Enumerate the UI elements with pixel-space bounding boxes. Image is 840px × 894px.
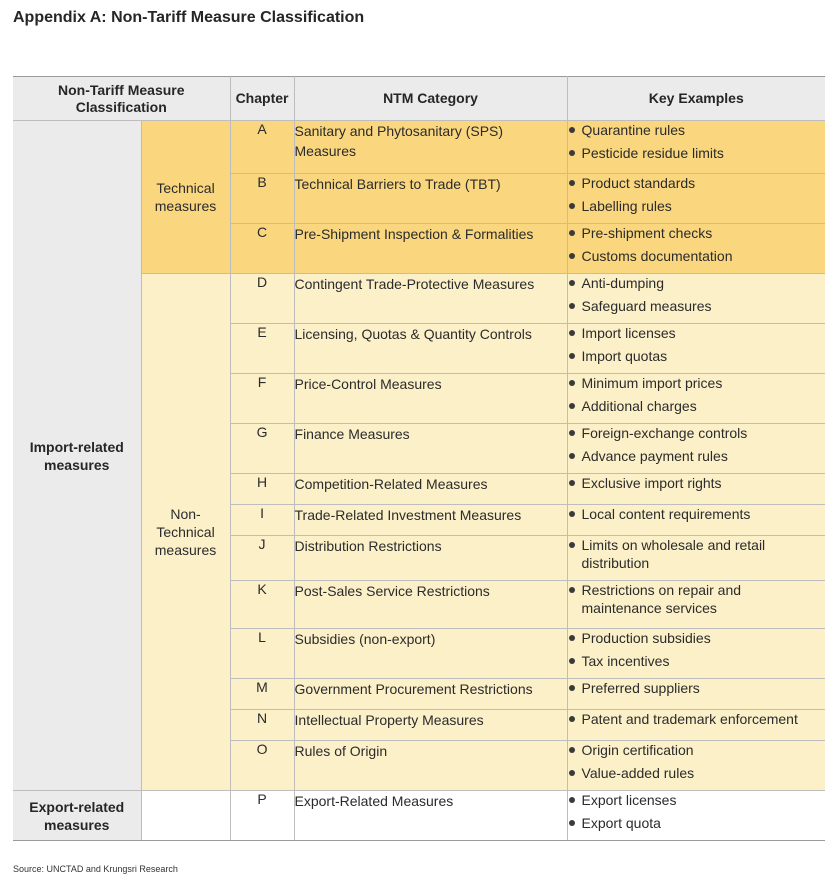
- category-cell: Intellectual Property Measures: [294, 710, 567, 741]
- chapter-cell: L: [230, 629, 294, 679]
- example-item: Labelling rules: [568, 197, 826, 215]
- table-row: [13, 791, 825, 841]
- chapter-cell: A: [230, 121, 294, 174]
- examples-list: [568, 424, 826, 465]
- examples-cell: [567, 536, 825, 581]
- examples-cell: [567, 374, 825, 424]
- examples-cell: [567, 741, 825, 791]
- example-item: Pesticide residue limits: [568, 144, 826, 162]
- category-cell: Sanitary and Phytosanitary (SPS) Measures: [294, 121, 567, 174]
- chapter-cell: C: [230, 224, 294, 274]
- example-item: Origin certification: [568, 741, 826, 759]
- example-item: Minimum import prices: [568, 374, 826, 392]
- chapter-cell: K: [230, 581, 294, 629]
- examples-list: [568, 536, 826, 572]
- category-cell: Competition-Related Measures: [294, 474, 567, 505]
- chapter-cell: F: [230, 374, 294, 424]
- category-cell: Contingent Trade-Protective Measures: [294, 274, 567, 324]
- table-row: [13, 121, 825, 174]
- chapter-cell: O: [230, 741, 294, 791]
- example-item: Safeguard measures: [568, 297, 826, 315]
- examples-list: [568, 629, 826, 670]
- examples-list: [568, 679, 826, 697]
- example-item: Anti-dumping: [568, 274, 826, 292]
- examples-cell: [567, 679, 825, 710]
- examples-list: [568, 374, 826, 415]
- chapter-cell: I: [230, 505, 294, 536]
- chapter-cell: M: [230, 679, 294, 710]
- examples-list: [568, 741, 826, 782]
- examples-list: [568, 121, 826, 162]
- examples-list: [568, 224, 826, 265]
- group-export-related: Export-related measures: [13, 791, 141, 841]
- chapter-cell: H: [230, 474, 294, 505]
- header-chapter: Chapter: [230, 77, 294, 121]
- category-cell: Finance Measures: [294, 424, 567, 474]
- examples-list: [568, 791, 826, 832]
- example-item: Import quotas: [568, 347, 826, 365]
- examples-cell: [567, 424, 825, 474]
- category-cell: Post-Sales Service Restrictions: [294, 581, 567, 629]
- examples-cell: [567, 710, 825, 741]
- category-cell: Trade-Related Investment Measures: [294, 505, 567, 536]
- example-item: Pre-shipment checks: [568, 224, 826, 242]
- examples-cell: [567, 791, 825, 841]
- example-item: Value-added rules: [568, 764, 826, 782]
- example-item: Quarantine rules: [568, 121, 826, 139]
- example-item: Advance payment rules: [568, 447, 826, 465]
- examples-cell: [567, 629, 825, 679]
- example-item: Export quota: [568, 814, 826, 832]
- chapter-cell: N: [230, 710, 294, 741]
- examples-list: [568, 710, 826, 728]
- example-item: Foreign-exchange controls: [568, 424, 826, 442]
- chapter-cell: P: [230, 791, 294, 841]
- header-classification: Non-Tariff Measure Classification: [13, 77, 230, 121]
- chapter-cell: E: [230, 324, 294, 374]
- group-import-related: Import-related measures: [13, 121, 141, 791]
- header-category: NTM Category: [294, 77, 567, 121]
- category-cell: Subsidies (non-export): [294, 629, 567, 679]
- subgroup-technical: Technical measures: [141, 121, 230, 274]
- example-item: Import licenses: [568, 324, 826, 342]
- category-cell: Price-Control Measures: [294, 374, 567, 424]
- example-item: Exclusive import rights: [568, 474, 826, 492]
- example-item: Product standards: [568, 174, 826, 192]
- chapter-cell: B: [230, 174, 294, 224]
- examples-cell: [567, 174, 825, 224]
- category-cell: Technical Barriers to Trade (TBT): [294, 174, 567, 224]
- examples-list: [568, 174, 826, 215]
- examples-cell: [567, 505, 825, 536]
- category-cell: Rules of Origin: [294, 741, 567, 791]
- category-cell: Licensing, Quotas & Quantity Controls: [294, 324, 567, 374]
- page-title: Appendix A: Non-Tariff Measure Classification: [13, 9, 365, 26]
- category-cell: Export-Related Measures: [294, 791, 567, 841]
- ntm-classification-table: [13, 76, 825, 841]
- example-item: Customs documentation: [568, 247, 826, 265]
- examples-cell: [567, 274, 825, 324]
- chapter-cell: D: [230, 274, 294, 324]
- examples-cell: [567, 121, 825, 174]
- example-item: Restrictions on repair and maintenance services: [568, 581, 826, 617]
- chapter-cell: G: [230, 424, 294, 474]
- source-note: Source: UNCTAD and Krungsri Research: [13, 864, 178, 874]
- category-cell: Distribution Restrictions: [294, 536, 567, 581]
- example-item: Patent and trademark enforcement: [568, 710, 826, 728]
- examples-list: [568, 581, 826, 617]
- examples-list: [568, 324, 826, 365]
- example-item: Preferred suppliers: [568, 679, 826, 697]
- subgroup-non-technical: Non-Technical measures: [141, 274, 230, 791]
- example-item: Limits on wholesale and retail distribution: [568, 536, 826, 572]
- examples-cell: [567, 581, 825, 629]
- category-cell: Pre-Shipment Inspection & Formalities: [294, 224, 567, 274]
- example-item: Tax incentives: [568, 652, 826, 670]
- examples-cell: [567, 474, 825, 505]
- example-item: Additional charges: [568, 397, 826, 415]
- chapter-cell: J: [230, 536, 294, 581]
- examples-list: [568, 274, 826, 315]
- header-examples: Key Examples: [567, 77, 825, 121]
- example-item: Local content requirements: [568, 505, 826, 523]
- examples-list: [568, 505, 826, 523]
- example-item: Export licenses: [568, 791, 826, 809]
- table-header-row: [13, 77, 825, 121]
- examples-cell: [567, 324, 825, 374]
- examples-list: [568, 474, 826, 492]
- subgroup-empty: [141, 791, 230, 841]
- examples-cell: [567, 224, 825, 274]
- category-cell: Government Procurement Restrictions: [294, 679, 567, 710]
- example-item: Production subsidies: [568, 629, 826, 647]
